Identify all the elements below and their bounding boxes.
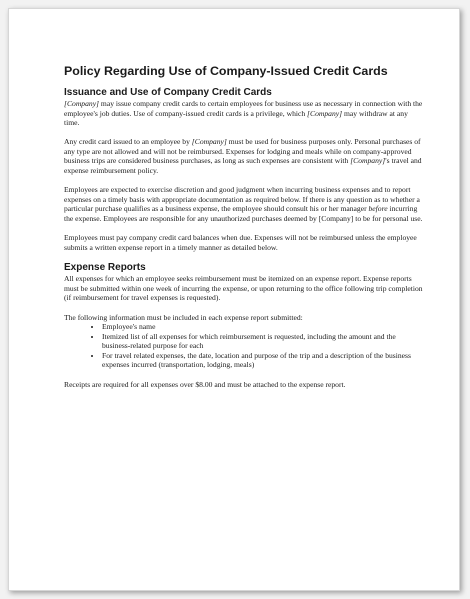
required-info-list xyxy=(64,322,424,370)
emphasis-before: before xyxy=(368,204,388,214)
paragraph-text: may withdraw at any time. xyxy=(64,108,408,128)
paragraph-discretion xyxy=(64,185,424,223)
paragraph-text: 's travel and expense reimbursement policy. xyxy=(64,156,422,176)
paragraph-business-use xyxy=(64,137,424,175)
paragraph-balances: Employees must pay company credit card balances when due. Expenses will not be reimbursed unless the employee submits a written expense report in a timely manner as detailed below. xyxy=(64,233,417,252)
company-placeholder: [Company] xyxy=(191,137,227,147)
paragraph-text: must be used for business purposes only. Personal purchases of any type are not allowed and will not be reimbursed. Expenses for lodging and meals while on company-approved business trips are considered business purchases, as long as such expenses are consistent with xyxy=(64,137,421,166)
paragraph-issuance xyxy=(64,99,424,128)
paragraph-receipts: Receipts are required for all expenses over $8.00 and must be attached to the expense report. xyxy=(64,379,346,389)
company-placeholder: [Company] xyxy=(64,99,100,108)
document-content xyxy=(64,64,424,389)
document-page xyxy=(8,8,460,591)
document-title: Policy Regarding Use of Company-Issued Credit Cards xyxy=(64,64,388,78)
paragraph-text: may issue company credit cards to certain employees for business use as necessary in connection with the employee's job duties. Use of company-issued credit cards is a privilege, which xyxy=(64,99,423,118)
paragraph-text: Any credit card issued to an employee by xyxy=(64,137,192,147)
company-placeholder: [Company] xyxy=(307,108,343,118)
list-item: • For travel related expenses, the date, location and purpose of the trip and a description of the business expenses incurred (transportation, lodging, meals) xyxy=(102,351,424,370)
company-placeholder: [Company] xyxy=(350,156,386,166)
list-item: • Itemized list of all expenses for which reimbursement is requested, including the amount and the business-related purpose for each xyxy=(102,332,424,351)
list-item: • Employee's name xyxy=(102,322,424,332)
paragraph-text: incurring the expense. Employees are responsible for any unauthorized purchases deemed by [Company] to be for personal use. xyxy=(64,204,423,223)
paragraph-text: Employees are expected to exercise discretion and good judgment when incurring business expenses and to report expenses on a timely basis with appropriate documentation as required below. If there is any question as to whether a particular purchase qualifies as a business expense, the employee should consult his or her manager xyxy=(64,185,420,214)
paragraph-required-info: The following information must be included in each expense report submitted: xyxy=(64,312,303,322)
section-heading-issuance: Issuance and Use of Company Credit Cards xyxy=(64,87,272,98)
section-heading-expense-reports: Expense Reports xyxy=(64,262,146,274)
paragraph-itemized: All expenses for which an employee seeks reimbursement must be itemized on an expense report. Expense reports must be submitted within one week of incurring the expense, or upon returning to the office following trip completion (if reimbursement for travel expenses is requested). xyxy=(64,274,423,303)
